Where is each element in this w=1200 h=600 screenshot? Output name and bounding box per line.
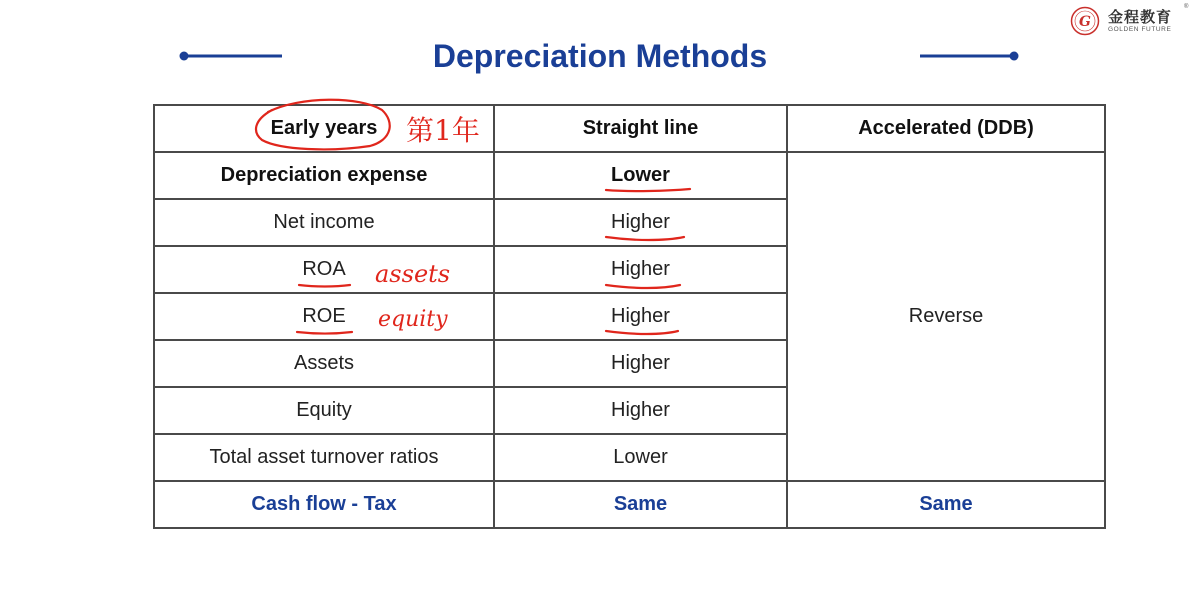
logo-registered-mark: ®: [1184, 4, 1189, 10]
row-label-total-asset-turnover: Total asset turnover ratios: [154, 434, 494, 481]
cell-straight-equity: Higher: [494, 387, 787, 434]
row-label-depreciation-expense: Depreciation expense: [154, 152, 494, 199]
row-label-assets: Assets: [154, 340, 494, 387]
note-roa-assets: assets: [375, 260, 451, 288]
footer-accelerated-same: Same: [787, 481, 1105, 528]
title-decoration-left: [178, 50, 284, 62]
footer-straight-same: Same: [494, 481, 787, 528]
row-label-net-income: Net income: [154, 199, 494, 246]
title-decoration-right: [918, 50, 1024, 62]
cell-straight-assets: Higher: [494, 340, 787, 387]
header-straight-line: Straight line: [494, 105, 787, 152]
cell-straight-depreciation-expense: Lower: [494, 152, 787, 199]
cell-accelerated-reverse: Reverse: [787, 152, 1105, 481]
table-header-row: [154, 105, 1105, 152]
comparison-table-container: [153, 104, 1104, 527]
table-footer-row: [154, 481, 1105, 528]
cell-straight-net-income: Higher: [494, 199, 787, 246]
table-row: [154, 152, 1105, 199]
header-early-years: Early years: [154, 105, 494, 152]
note-early-years: 第1年: [406, 114, 480, 147]
note-roe-equity: equity: [378, 307, 448, 332]
logo-english-text: GOLDEN FUTURE: [1108, 26, 1172, 33]
logo-seal-icon: [1070, 6, 1100, 36]
footer-label-cash-flow-tax: Cash flow - Tax: [154, 481, 494, 528]
page-title: Depreciation Methods: [432, 38, 768, 74]
row-label-roa: ROA: [154, 246, 494, 293]
depreciation-table: [153, 104, 1106, 529]
cell-straight-roe: Higher: [494, 293, 787, 340]
row-label-roe: ROE: [154, 293, 494, 340]
logo-chinese-text: 金程教育: [1108, 8, 1173, 26]
cell-straight-roa: Higher: [494, 246, 787, 293]
company-logo: [1068, 4, 1196, 36]
svg-text:G: G: [1079, 14, 1091, 30]
header-accelerated: Accelerated (DDB): [787, 105, 1105, 152]
row-label-equity: Equity: [154, 387, 494, 434]
cell-straight-total-asset-turnover: Lower: [494, 434, 787, 481]
